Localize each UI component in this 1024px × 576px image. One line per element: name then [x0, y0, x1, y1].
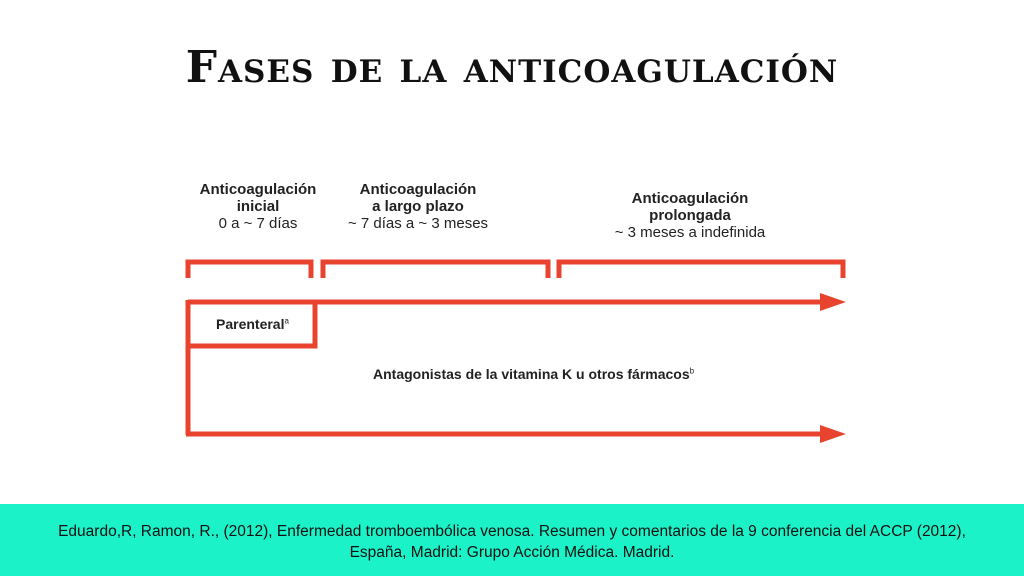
- citation-text: [40, 521, 984, 563]
- phase-longterm-name-1: Anticoagulación: [359, 181, 477, 198]
- phase-initial-name-1: Anticoagulación: [199, 181, 317, 198]
- phase-extended-name-2: prolongada: [649, 207, 731, 224]
- citation-line-1: Eduardo,R, Ramon, R., (2012), Enfermedad tromboembólica venosa. Resumen y comentarios de la 9 conferencia del ACCP (2012),: [58, 523, 966, 540]
- avk-arrowhead: [820, 425, 846, 443]
- parenteral-arrowhead: [820, 293, 846, 311]
- bracket-extended: [559, 262, 843, 278]
- avk-label-text: Antagonistas de la vitamina K u otros fármacos: [373, 366, 690, 382]
- phase-longterm-duration: ~ 7 días a ~ 3 meses: [347, 215, 489, 232]
- phase-longterm-name-2: a largo plazo: [372, 198, 464, 215]
- phase-extended-name-1: Anticoagulación: [631, 190, 749, 207]
- parenteral-label-text: Parenteral: [216, 316, 285, 332]
- parenteral-footnote-mark: a: [284, 316, 289, 326]
- parenteral-label: [216, 316, 289, 332]
- phase-initial-name-2: inicial: [236, 198, 280, 215]
- phase-extended-duration: ~ 3 meses a indefinida: [614, 224, 766, 241]
- citation-footer: [0, 504, 1024, 576]
- bracket-long-term: [323, 262, 548, 278]
- avk-label: [373, 366, 694, 382]
- citation-line-2: España, Madrid: Grupo Acción Médica. Madrid.: [349, 544, 675, 561]
- slide-title: Fases de la anticoagulación: [185, 42, 839, 93]
- bracket-initial: [188, 262, 311, 278]
- avk-footnote-mark: b: [689, 366, 695, 376]
- phase-initial-duration: 0 a ~ 7 días: [218, 215, 298, 232]
